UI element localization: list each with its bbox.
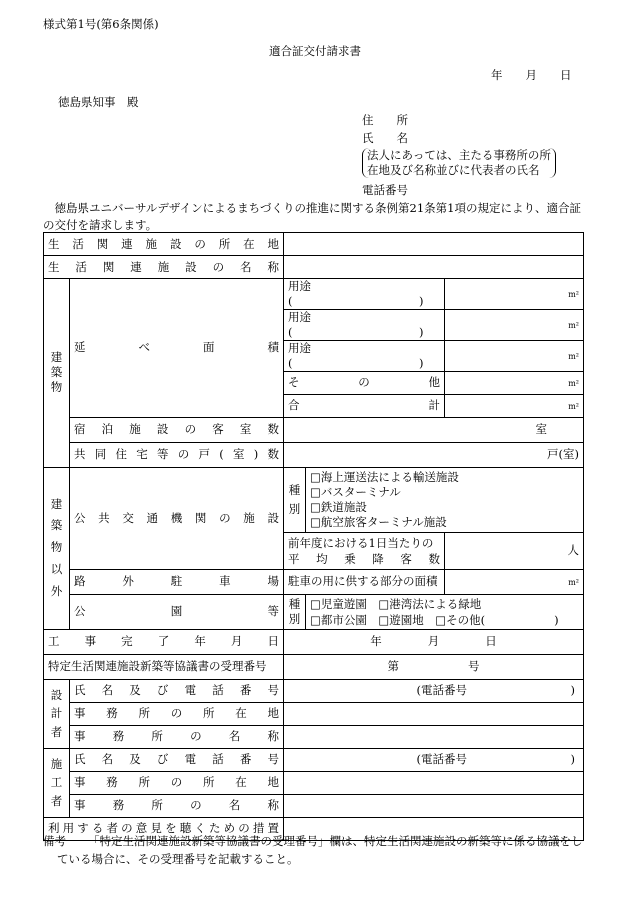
designer-phone-input[interactable]: (電話番号 ) bbox=[284, 679, 584, 702]
transport-kind-label: 種 別 bbox=[284, 467, 306, 532]
agreement-number-input[interactable]: 第 号 bbox=[284, 654, 584, 679]
designer-office-location-input[interactable] bbox=[284, 702, 584, 725]
floor-area-label: 延べ面積 bbox=[70, 279, 284, 418]
parking-label: 路外駐車場 bbox=[70, 569, 284, 594]
lodging-label: 宿泊施設の客室数 bbox=[70, 417, 284, 442]
designer-name-phone-label: 氏名及び電話番号 bbox=[70, 679, 284, 702]
total-label: 合計 bbox=[284, 394, 445, 417]
daily-passengers-input[interactable]: 人 bbox=[445, 532, 584, 569]
row-facility-location bbox=[44, 233, 584, 256]
applicant-phone-label: 電話番号 bbox=[362, 183, 408, 197]
opinion-measures-label: 利用する者の意見を聴くための措置 bbox=[44, 817, 284, 840]
completion-date-input[interactable]: 年 月 日 bbox=[284, 629, 584, 654]
housing-input[interactable]: 戸(室) bbox=[284, 442, 584, 467]
usage-3-area[interactable]: m² bbox=[445, 340, 584, 371]
intro-text: 徳島県ユニバーサルデザインによるまちづくりの推進に関する条例第21条第1項の規定により、適合証の交付を請求します。 bbox=[43, 201, 581, 232]
other-area[interactable]: m² bbox=[445, 371, 584, 394]
completion-date-label: 工事完了年月日 bbox=[44, 629, 284, 654]
application-table bbox=[43, 232, 584, 841]
other-label: その他 bbox=[284, 371, 445, 394]
designer-office-name-label: 事務所の名称 bbox=[70, 725, 284, 748]
usage-2-area[interactable]: m² bbox=[445, 309, 584, 340]
park-options[interactable] bbox=[306, 594, 584, 629]
remarks-label: 備考 bbox=[43, 834, 66, 848]
park-kind-label: 種 別 bbox=[284, 594, 306, 629]
usage-1-area[interactable]: m² bbox=[445, 279, 584, 310]
contractor-office-location-input[interactable] bbox=[284, 771, 584, 794]
applicant-note-line1: 法人にあっては、主たる事務所の所 bbox=[367, 148, 551, 162]
applicant-note-line2: 在地及び名称並びに代表者の氏名 bbox=[367, 163, 540, 177]
usage-3-label[interactable]: 用途( ) bbox=[284, 340, 445, 371]
transport-option-bus[interactable]: □バスターミナル bbox=[310, 484, 401, 499]
remarks-text-line2: ている場合に、その受理番号を記載すること。 bbox=[57, 852, 299, 866]
housing-label: 共同住宅等の戸(室)数 bbox=[70, 442, 284, 467]
contractor-office-location-label: 事務所の所在地 bbox=[70, 771, 284, 794]
contractor-phone-input[interactable]: (電話番号 ) bbox=[284, 748, 584, 771]
addressee: 徳島県知事 殿 bbox=[58, 95, 139, 109]
facility-name-input[interactable] bbox=[284, 256, 584, 279]
facility-location-label: 生活関連施設の所在地 bbox=[44, 233, 284, 256]
parking-area-label: 駐車の用に供する部分の面積 bbox=[284, 569, 445, 594]
transport-options[interactable] bbox=[306, 467, 584, 532]
usage-1-label[interactable]: 用途( ) bbox=[284, 279, 445, 310]
transport-option-sea[interactable]: □海上運送法による輸送施設 bbox=[310, 469, 459, 484]
transport-option-rail[interactable]: □鉄道施設 bbox=[310, 499, 367, 514]
agreement-number-label: 特定生活関連施設新築等協議書の受理番号 bbox=[44, 654, 284, 679]
park-label: 公園等 bbox=[70, 594, 284, 629]
designer-section-label: 設 計 者 bbox=[44, 679, 70, 748]
usage-2-label[interactable]: 用途( ) bbox=[284, 309, 445, 340]
total-area[interactable]: m² bbox=[445, 394, 584, 417]
designer-office-location-label: 事務所の所在地 bbox=[70, 702, 284, 725]
form-number: 様式第1号(第6条関係) bbox=[43, 17, 159, 31]
remarks-text-line1: 「特定生活関連施設新築等協議書の受理番号」欄は、特定生活関連施設の新築等に係る協議をし bbox=[88, 834, 583, 848]
parking-area-input[interactable]: m² bbox=[445, 569, 584, 594]
contractor-name-phone-label: 氏名及び電話番号 bbox=[70, 748, 284, 771]
row-facility-name bbox=[44, 256, 584, 279]
applicant-name-label: 氏 名 bbox=[362, 131, 408, 145]
contractor-section-label: 施 工 者 bbox=[44, 748, 70, 817]
park-options-line1[interactable]: □児童遊園 □港湾法による緑地 bbox=[310, 596, 482, 611]
lodging-input[interactable]: 室 bbox=[284, 417, 584, 442]
facility-name-label: 生活関連施設の名称 bbox=[44, 256, 284, 279]
building-section-label: 建 築 物 bbox=[44, 279, 70, 468]
applicant-address-label: 住 所 bbox=[362, 113, 408, 127]
page-title: 適合証交付請求書 bbox=[269, 44, 361, 58]
facility-location-input[interactable] bbox=[284, 233, 584, 256]
public-transport-label: 公共交通機関の施設 bbox=[70, 467, 284, 569]
date-field[interactable]: 年 月 日 bbox=[491, 68, 572, 82]
designer-office-name-input[interactable] bbox=[284, 725, 584, 748]
contractor-office-name-label: 事務所の名称 bbox=[70, 794, 284, 817]
applicant-note bbox=[362, 148, 556, 178]
daily-passengers-label: 前年度における1日当たりの 平均乗降客数 bbox=[284, 532, 445, 569]
transport-option-air[interactable]: □航空旅客ターミナル施設 bbox=[310, 514, 447, 529]
contractor-office-name-input[interactable] bbox=[284, 794, 584, 817]
non-building-section-label: 建 築 物 以 外 bbox=[44, 467, 70, 629]
park-options-line2[interactable]: □都市公園 □遊園地 □その他( ) bbox=[310, 612, 559, 627]
